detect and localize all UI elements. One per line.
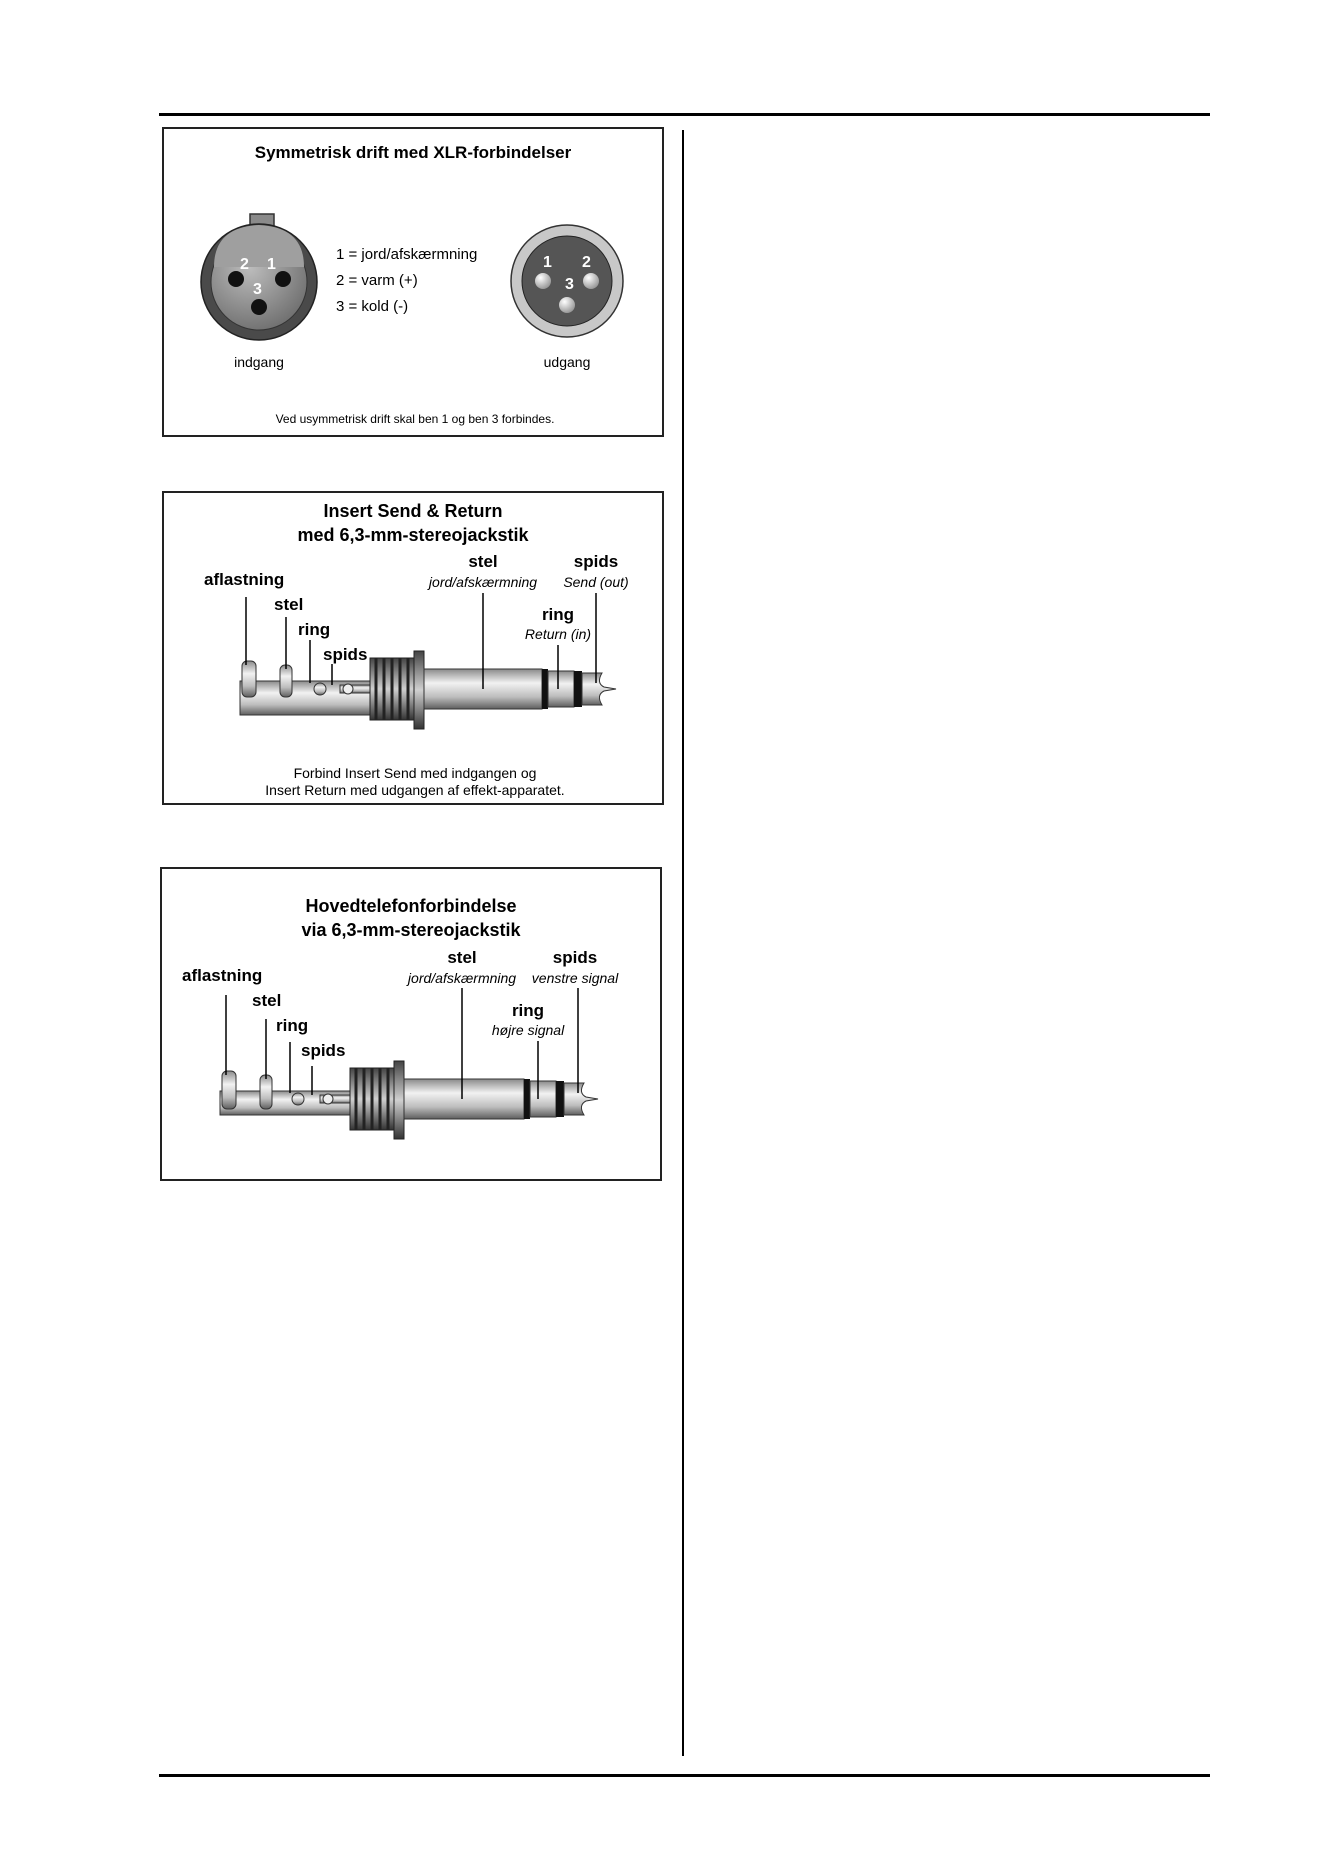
insert-note-line1: Forbind Insert Send med indgangen og bbox=[293, 765, 537, 781]
xlr-male-pin-3-label: 3 bbox=[565, 276, 574, 293]
header-rule bbox=[159, 113, 1210, 116]
xlr-female-label: indgang bbox=[234, 354, 284, 370]
insert-ring-sub-label: Return (in) bbox=[524, 626, 592, 642]
headphone-diagram bbox=[160, 867, 662, 1181]
column-divider bbox=[682, 130, 684, 1756]
xlr-male-pin-1-label: 1 bbox=[543, 254, 552, 271]
xlr-male-pin-2-label: 2 bbox=[582, 254, 591, 271]
insert-sleeve-label: stel bbox=[468, 552, 498, 571]
xlr-male-pin-2 bbox=[583, 273, 599, 289]
headphone-jack-graphic bbox=[162, 869, 664, 1183]
xlr-title: Symmetrisk drift med XLR-forbindelser bbox=[254, 143, 572, 162]
xlr-pin2-legend: 2 = varm (+) bbox=[336, 272, 418, 289]
xlr-note: Ved usymmetrisk drift skal ben 1 og ben 3 forbindes. bbox=[275, 412, 555, 426]
xlr-female-connector bbox=[201, 214, 317, 340]
insert-ring-rear-label: ring bbox=[298, 620, 331, 639]
headphone-strain-label: aflastning bbox=[182, 966, 263, 985]
headphone-title-line1: Hovedtelefonforbindelse bbox=[305, 896, 517, 916]
xlr-male-pin-3 bbox=[559, 297, 575, 313]
headphone-tip-label: spids bbox=[552, 948, 598, 967]
xlr-female-pin-1-label: 1 bbox=[267, 256, 276, 273]
insert-sleeve-sub-label: jord/afskærmning bbox=[428, 574, 538, 590]
headphone-ring-rear-label: ring bbox=[276, 1016, 309, 1035]
xlr-pin3-legend: 3 = kold (-) bbox=[336, 298, 409, 315]
xlr-diagram bbox=[162, 127, 664, 437]
insert-tip-label: spids bbox=[573, 552, 619, 571]
insert-title-line1: Insert Send & Return bbox=[323, 501, 503, 521]
insert-jack-graphic bbox=[164, 493, 666, 807]
xlr-male-label: udgang bbox=[543, 354, 591, 370]
insert-diagram bbox=[162, 491, 664, 805]
insert-tip-rear-label: spids bbox=[323, 645, 368, 664]
footer-rule bbox=[159, 1774, 1210, 1777]
insert-ring-label: ring bbox=[541, 605, 575, 624]
headphone-sleeve-rear-label: stel bbox=[252, 991, 282, 1010]
xlr-female-pin-3 bbox=[251, 299, 267, 315]
headphone-title-line2: via 6,3-mm-stereojackstik bbox=[301, 920, 521, 940]
xlr-female-pin-2-label: 2 bbox=[240, 256, 249, 273]
xlr-male-pin-1 bbox=[535, 273, 551, 289]
xlr-female-pin-1 bbox=[275, 271, 291, 287]
insert-title-line2: med 6,3-mm-stereojackstik bbox=[297, 525, 529, 545]
headphone-sleeve-sub-label: jord/afskærmning bbox=[407, 970, 517, 986]
xlr-female-pin-3-label: 3 bbox=[253, 281, 262, 298]
insert-tip-sub-label: Send (out) bbox=[563, 574, 629, 590]
headphone-sleeve-label: stel bbox=[447, 948, 477, 967]
insert-note-line2: Insert Return med udgangen af effekt-apparatet. bbox=[265, 782, 565, 798]
headphone-tip-sub-label: venstre signal bbox=[531, 970, 619, 986]
headphone-jack-plug bbox=[220, 1061, 598, 1139]
xlr-pin1-legend: 1 = jord/afskærmning bbox=[336, 246, 478, 263]
headphone-tip-rear-label: spids bbox=[301, 1041, 346, 1060]
headphone-ring-sub-label: højre signal bbox=[491, 1022, 565, 1038]
headphone-ring-label: ring bbox=[511, 1001, 545, 1020]
insert-sleeve-rear-label: stel bbox=[274, 595, 304, 614]
insert-jack-plug bbox=[240, 651, 616, 729]
insert-strain-label: aflastning bbox=[204, 570, 285, 589]
